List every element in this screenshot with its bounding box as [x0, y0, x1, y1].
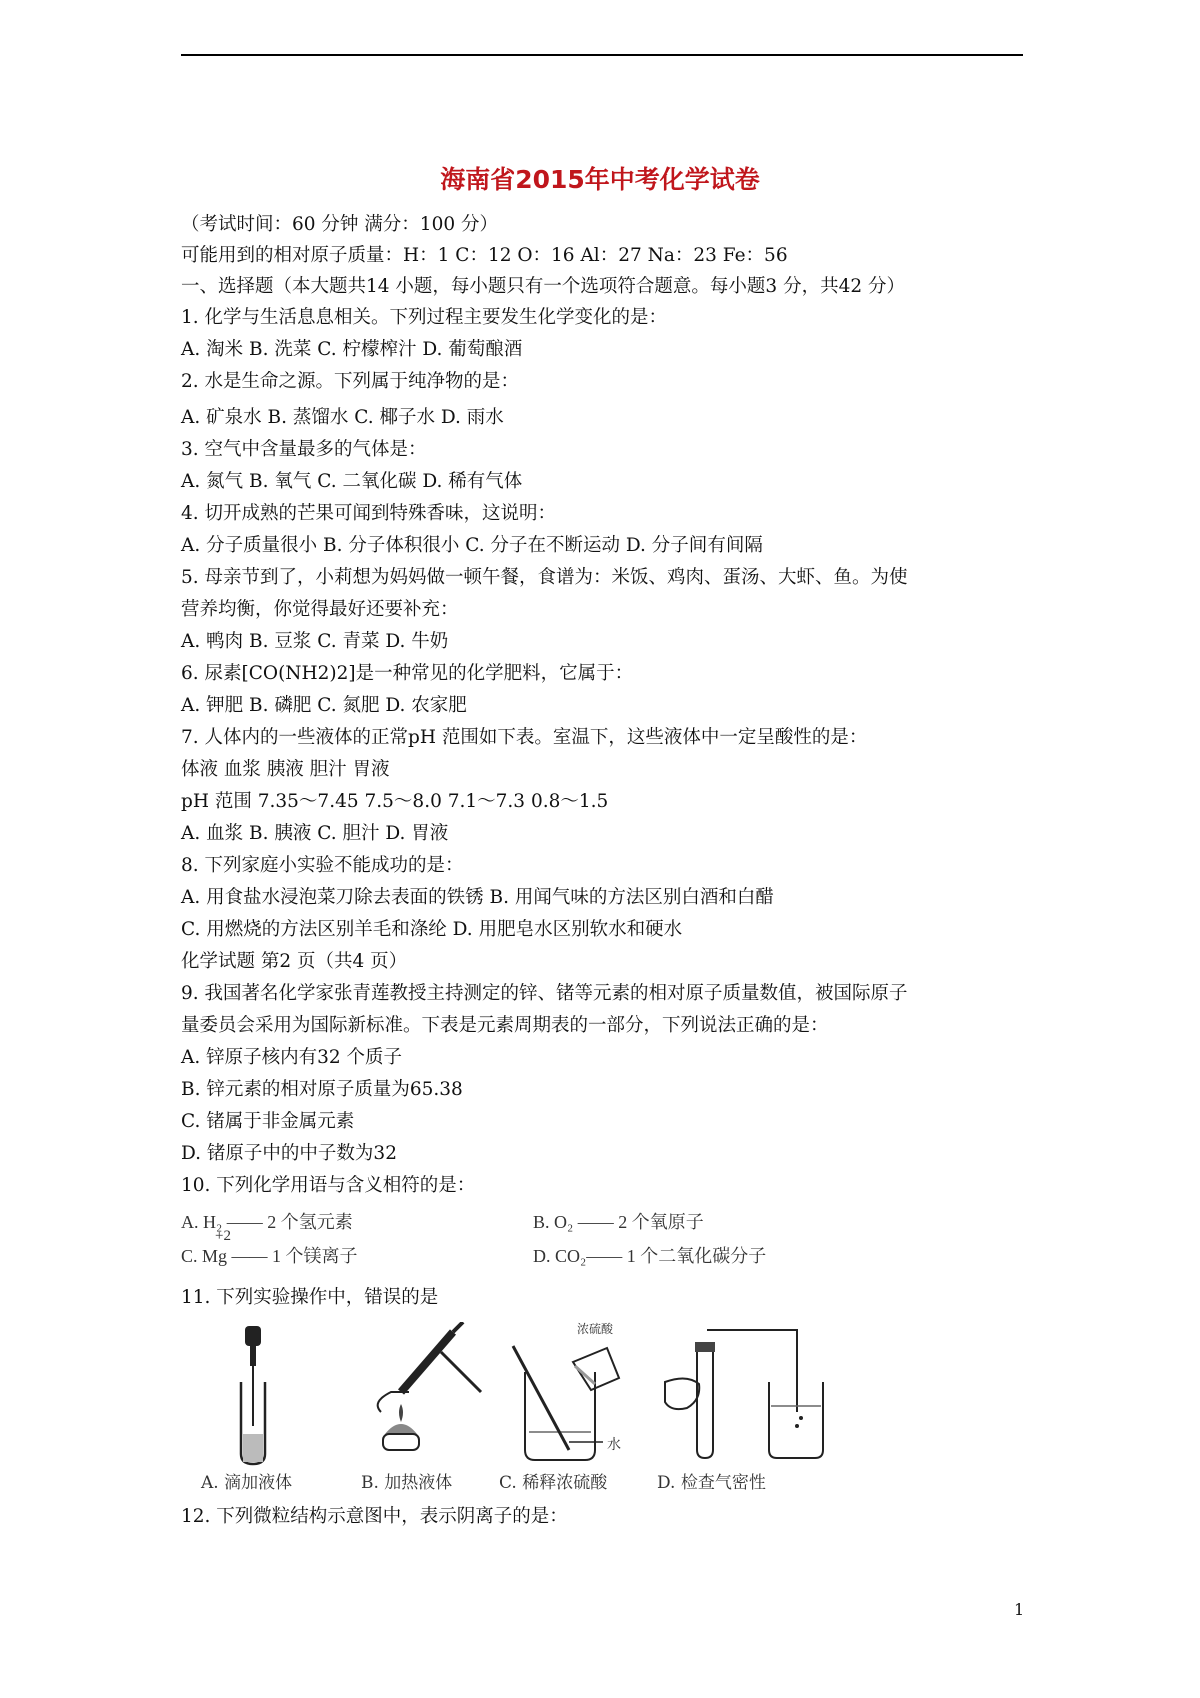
q10-option-d: D. CO₂—— 1 个二氧化碳分子 — [533, 1246, 767, 1266]
figure-b-heating — [361, 1322, 501, 1493]
page-footer-note: 化学试题 第2 页（共4 页） — [181, 951, 408, 972]
q8-options-ab: A. 用食盐水浸泡菜刀除去表面的铁锈 B. 用闻气味的方法区别白酒和白醋 — [181, 887, 774, 908]
q8-stem: 8. 下列家庭小实验不能成功的是： — [181, 855, 464, 876]
exam-info: （考试时间：60 分钟 满分：100 分） — [181, 214, 498, 235]
page-number: 1 — [1014, 1600, 1025, 1619]
q10-option-c: C. Mg —— 1 个镁离子 — [181, 1246, 358, 1266]
q10-option-b: B. O₂ —— 2 个氧原子 — [533, 1212, 704, 1232]
exam-body — [181, 209, 1026, 1533]
figure-d-airtightness — [657, 1322, 827, 1493]
q6-options: A. 钾肥 B. 磷肥 C. 氮肥 D. 农家肥 — [181, 695, 467, 716]
q10-option-a: A. H₂ —— 2 个氢元素 — [181, 1212, 353, 1232]
q9-option-d: D. 锗原子中的中子数为32 — [181, 1143, 397, 1164]
figure-d-caption: D. 检查气密性 — [657, 1473, 766, 1493]
header-rule — [181, 54, 1023, 56]
q5-stem-2: 营养均衡，你觉得最好还要补充： — [181, 599, 459, 620]
figure-c-dilution — [499, 1322, 659, 1493]
section-heading: 一、选择题（本大题共14 小题，每小题只有一个选项符合题意。每小题3 分，共42 分） — [181, 276, 905, 297]
q10-stem: 10. 下列化学用语与含义相符的是： — [181, 1175, 476, 1196]
q1-options: A. 淘米 B. 洗菜 C. 柠檬榨汁 D. 葡萄酿酒 — [181, 339, 523, 360]
q2-stem: 2. 水是生命之源。下列属于纯净物的是： — [181, 371, 520, 392]
q6-stem: 6. 尿素[CO(NH2)2]是一种常见的化学肥料，它属于： — [181, 663, 634, 684]
q12-stem: 12. 下列微粒结构示意图中，表示阴离子的是： — [181, 1506, 568, 1527]
figure-b-caption: B. 加热液体 — [361, 1473, 453, 1493]
q11-stem: 11. 下列实验操作中，错误的是 — [181, 1287, 439, 1308]
q8-options-cd: C. 用燃烧的方法区别羊毛和涤纶 D. 用肥皂水区别软水和硬水 — [181, 919, 683, 940]
q7-stem: 7. 人体内的一些液体的正常pH 范围如下表。室温下，这些液体中一定呈酸性的是： — [181, 727, 868, 748]
q10-options-image — [181, 1202, 1026, 1280]
q3-options: A. 氮气 B. 氧气 C. 二氧化碳 D. 稀有气体 — [181, 471, 523, 492]
q9-stem-1: 9. 我国著名化学家张青莲教授主持测定的锌、锗等元素的相对原子质量数值，被国际原子 — [181, 983, 908, 1004]
q7-table-header: 体液 血浆 胰液 胆汁 胃液 — [181, 759, 390, 780]
q7-table-values: pH 范围 7.35～7.45 7.5～8.0 7.1～7.3 0.8～1.5 — [181, 791, 609, 812]
q5-options: A. 鸭肉 B. 豆浆 C. 青菜 D. 牛奶 — [181, 631, 449, 652]
q9-option-c: C. 锗属于非金属元素 — [181, 1111, 355, 1132]
figure-a-caption: A. 滴加液体 — [201, 1473, 293, 1493]
page-title: 海南省2015年中考化学试卷 — [440, 165, 760, 194]
q11-figures — [181, 1322, 1026, 1497]
q4-stem: 4. 切开成熟的芒果可闻到特殊香味，这说明： — [181, 503, 557, 524]
q7-options: A. 血浆 B. 胰液 C. 胆汁 D. 胃液 — [181, 823, 449, 844]
atomic-masses: 可能用到的相对原子质量：H：1 C：12 O：16 Al：27 Na：23 Fe：56 — [181, 245, 788, 266]
q9-option-b: B. 锌元素的相对原子质量为65.38 — [181, 1079, 463, 1100]
q5-stem-1: 5. 母亲节到了，小莉想为妈妈做一顿午餐，食谱为：米饭、鸡肉、蛋汤、大虾、鱼。为使 — [181, 567, 908, 588]
q1-stem: 1. 化学与生活息息相关。下列过程主要发生化学变化的是： — [181, 307, 668, 328]
figure-c-water-label: 水 — [607, 1437, 621, 1453]
figure-c-acid-label: 浓硫酸 — [577, 1322, 614, 1336]
q3-stem: 3. 空气中含量最多的气体是： — [181, 439, 427, 460]
q2-options: A. 矿泉水 B. 蒸馏水 C. 椰子水 D. 雨水 — [181, 407, 504, 428]
q4-options: A. 分子质量很小 B. 分子体积很小 C. 分子在不断运动 D. 分子间有间隔 — [181, 535, 763, 556]
figure-a-dropper — [201, 1322, 341, 1497]
q10-charge-label: +2 — [215, 1228, 231, 1244]
figure-c-caption: C. 稀释浓硫酸 — [499, 1473, 608, 1493]
q9-option-a: A. 锌原子核内有32 个质子 — [181, 1047, 403, 1068]
q9-stem-2: 量委员会采用为国际新标准。下表是元素周期表的一部分，下列说法正确的是： — [181, 1015, 829, 1036]
